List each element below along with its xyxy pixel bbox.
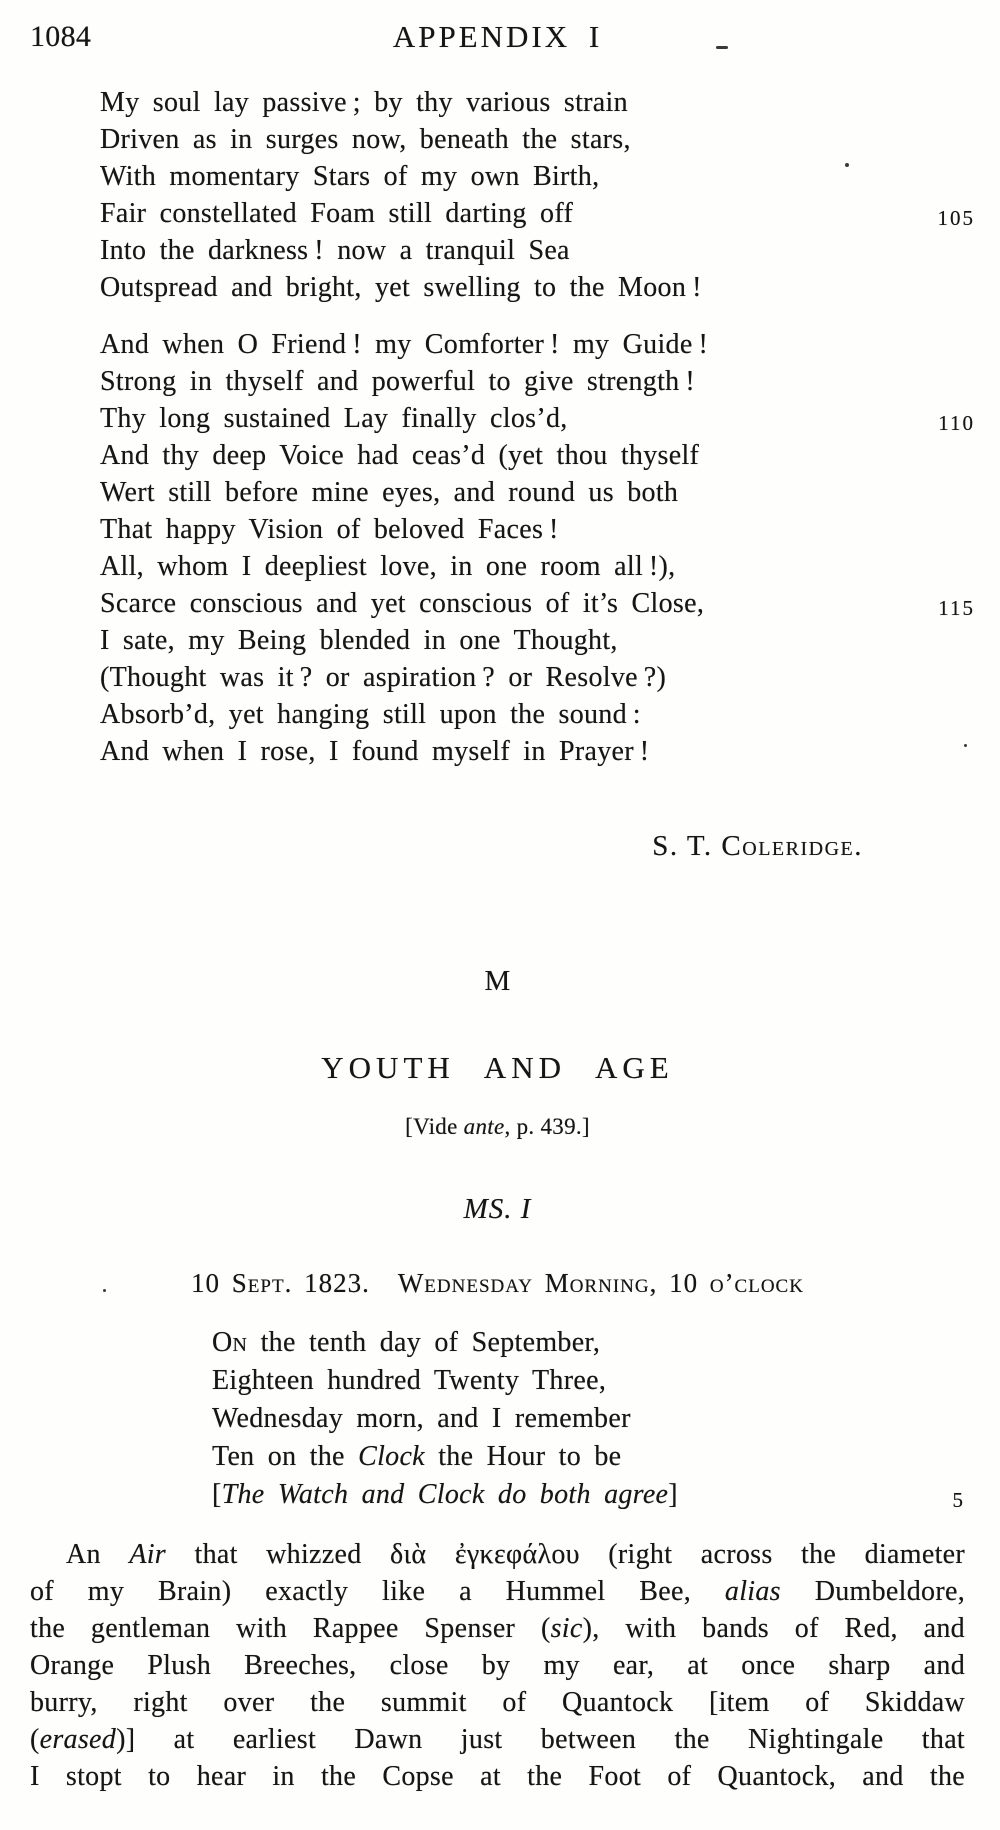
text-segment: ante bbox=[463, 1114, 505, 1139]
manuscript-heading: MS. I bbox=[463, 1193, 532, 1225]
prose-paragraph bbox=[30, 1536, 965, 1795]
text-segment: , p. 439.] bbox=[504, 1114, 590, 1139]
running-head bbox=[30, 16, 965, 58]
text-segment: An bbox=[66, 1539, 130, 1570]
verse-line bbox=[212, 1400, 965, 1438]
verse-line-number: 110 bbox=[938, 411, 975, 435]
scan-speck bbox=[103, 1289, 106, 1292]
verse-line bbox=[100, 622, 965, 659]
verse-line bbox=[212, 1362, 965, 1400]
text-segment: )] at earliest Dawn just between the Nightingale that bbox=[116, 1724, 965, 1755]
prose-line bbox=[30, 1610, 965, 1647]
verse-line bbox=[100, 121, 965, 158]
line-text: And thy deep Voice had ceas’d (yet thou thyself bbox=[100, 440, 700, 471]
verse-line bbox=[100, 659, 965, 696]
text-segment: sic bbox=[550, 1613, 583, 1644]
line-text: That happy Vision of beloved Faces ! bbox=[100, 514, 559, 545]
text-segment: I stopt to hear in the Copse at the Foot of Quantock, and the bbox=[30, 1761, 965, 1792]
text-segment: The Watch and Clock do both agree bbox=[221, 1479, 669, 1510]
line-text bbox=[66, 1539, 965, 1570]
line-text bbox=[30, 1613, 965, 1644]
text-segment: [Vide bbox=[405, 1114, 464, 1139]
text-segment: that whizzed bbox=[166, 1539, 391, 1570]
text-segment: ), with bands of Red, and bbox=[582, 1613, 965, 1644]
line-text: Scarce conscious and yet conscious of it’s Close, bbox=[100, 588, 705, 619]
verse-line bbox=[100, 474, 965, 511]
verse-line bbox=[100, 511, 965, 548]
line-text: Wert still before mine eyes, and round us both bbox=[100, 477, 679, 508]
line-text bbox=[212, 1441, 621, 1472]
line-text: Into the darkness ! now a tranquil Sea bbox=[100, 235, 570, 266]
line-text: Driven as in surges now, beneath the stars, bbox=[100, 124, 631, 155]
verse-line bbox=[100, 696, 965, 733]
prose-line bbox=[30, 1721, 965, 1758]
poem-stanza-youth-and-age bbox=[212, 1324, 965, 1514]
line-text: I sate, my Being blended in one Thought, bbox=[100, 625, 618, 656]
line-text: And when I rose, I found myself in Prayer ! bbox=[100, 736, 650, 767]
verse-line-number: 5 bbox=[952, 1488, 965, 1512]
text-segment: Clock bbox=[358, 1441, 425, 1472]
cross-reference bbox=[30, 1112, 965, 1142]
author-signature: S. T. Coleridge. bbox=[652, 830, 863, 862]
line-text: My soul lay passive ; by thy various strain bbox=[100, 87, 628, 118]
line-text: Eighteen hundred Twenty Three, bbox=[212, 1365, 607, 1396]
running-head-title: APPENDIX I bbox=[392, 19, 603, 54]
verse-line bbox=[100, 326, 965, 363]
poem-stanza-1 bbox=[100, 84, 975, 306]
prose-line bbox=[30, 1758, 965, 1795]
line-text bbox=[30, 1576, 965, 1607]
text-segment: of my Brain) exactly like a Hummel Bee, bbox=[30, 1576, 725, 1607]
text-segment: alias bbox=[724, 1576, 781, 1607]
line-text bbox=[212, 1327, 600, 1358]
verse-line bbox=[100, 195, 975, 232]
verse-line bbox=[100, 548, 965, 585]
verse-line-number: 115 bbox=[938, 596, 975, 620]
verse-line bbox=[100, 84, 965, 121]
line-text bbox=[212, 1479, 678, 1510]
text-segment: the Hour to be bbox=[424, 1441, 622, 1472]
line-text: Wednesday morn, and I remember bbox=[212, 1403, 631, 1434]
verse-line bbox=[100, 733, 965, 770]
prose-line bbox=[30, 1573, 965, 1610]
verse-line bbox=[100, 232, 965, 269]
text-segment: [ bbox=[212, 1479, 222, 1510]
text-segment: Orange Plush Breeches, close by my ear, at once sharp and bbox=[30, 1650, 965, 1681]
verse-line bbox=[100, 400, 975, 437]
line-text: And when O Friend ! my Comforter ! my Guide ! bbox=[100, 329, 709, 360]
verse-line bbox=[100, 363, 965, 400]
text-segment: On bbox=[212, 1327, 248, 1358]
line-text: Thy long sustained Lay finally clos’d, bbox=[100, 403, 568, 434]
text-segment: burry, right over the summit of Quantock [item of Skiddaw bbox=[30, 1687, 965, 1718]
verse-line bbox=[100, 158, 965, 195]
verse-line bbox=[212, 1324, 965, 1362]
text-segment: ( bbox=[30, 1724, 40, 1755]
prose-line bbox=[30, 1684, 965, 1721]
text-segment: the gentleman with Rappee Spenser ( bbox=[30, 1613, 551, 1644]
line-text: Absorb’d, yet hanging still upon the sound : bbox=[100, 699, 641, 730]
prose-line bbox=[30, 1647, 965, 1684]
line-text bbox=[30, 1724, 965, 1755]
poem-title: YOUTH AND AGE bbox=[321, 1050, 674, 1085]
text-segment: διὰ ἐγκεφάλου bbox=[390, 1539, 580, 1570]
prose-line bbox=[30, 1536, 965, 1573]
verse-line bbox=[212, 1438, 965, 1476]
text-segment: ] bbox=[668, 1479, 678, 1510]
text-segment: Air bbox=[129, 1539, 166, 1570]
text-segment: (right across the diameter bbox=[579, 1539, 965, 1570]
line-text: Outspread and bright, yet swelling to the Moon ! bbox=[100, 272, 702, 303]
line-text: All, whom I deepliest love, in one room all !), bbox=[100, 551, 676, 582]
line-text: With momentary Stars of my own Birth, bbox=[100, 161, 600, 192]
section-letter: M bbox=[484, 965, 511, 997]
text-segment: the tenth day of September, bbox=[247, 1327, 601, 1358]
dateline: 10 Sept. 1823. Wednesday Morning, 10 o’clock bbox=[191, 1268, 804, 1298]
line-text bbox=[30, 1687, 965, 1718]
poem-stanza-2 bbox=[100, 326, 975, 770]
text-segment: erased bbox=[39, 1724, 117, 1755]
verse-line bbox=[100, 585, 975, 622]
line-text bbox=[30, 1761, 965, 1792]
page-number: 1084 bbox=[30, 20, 92, 53]
verse-line bbox=[100, 269, 965, 306]
verse-line-number: 105 bbox=[937, 206, 975, 230]
line-text: (Thought was it ? or aspiration ? or Resolve ?) bbox=[100, 662, 667, 693]
line-text: Fair constellated Foam still darting off bbox=[100, 198, 574, 229]
verse-line bbox=[100, 437, 965, 474]
line-text: Strong in thyself and powerful to give strength ! bbox=[100, 366, 695, 397]
verse-line bbox=[212, 1476, 965, 1514]
text-segment: Dumbeldore, bbox=[780, 1576, 965, 1607]
line-text bbox=[30, 1650, 965, 1681]
text-segment: Ten on the bbox=[212, 1441, 359, 1472]
